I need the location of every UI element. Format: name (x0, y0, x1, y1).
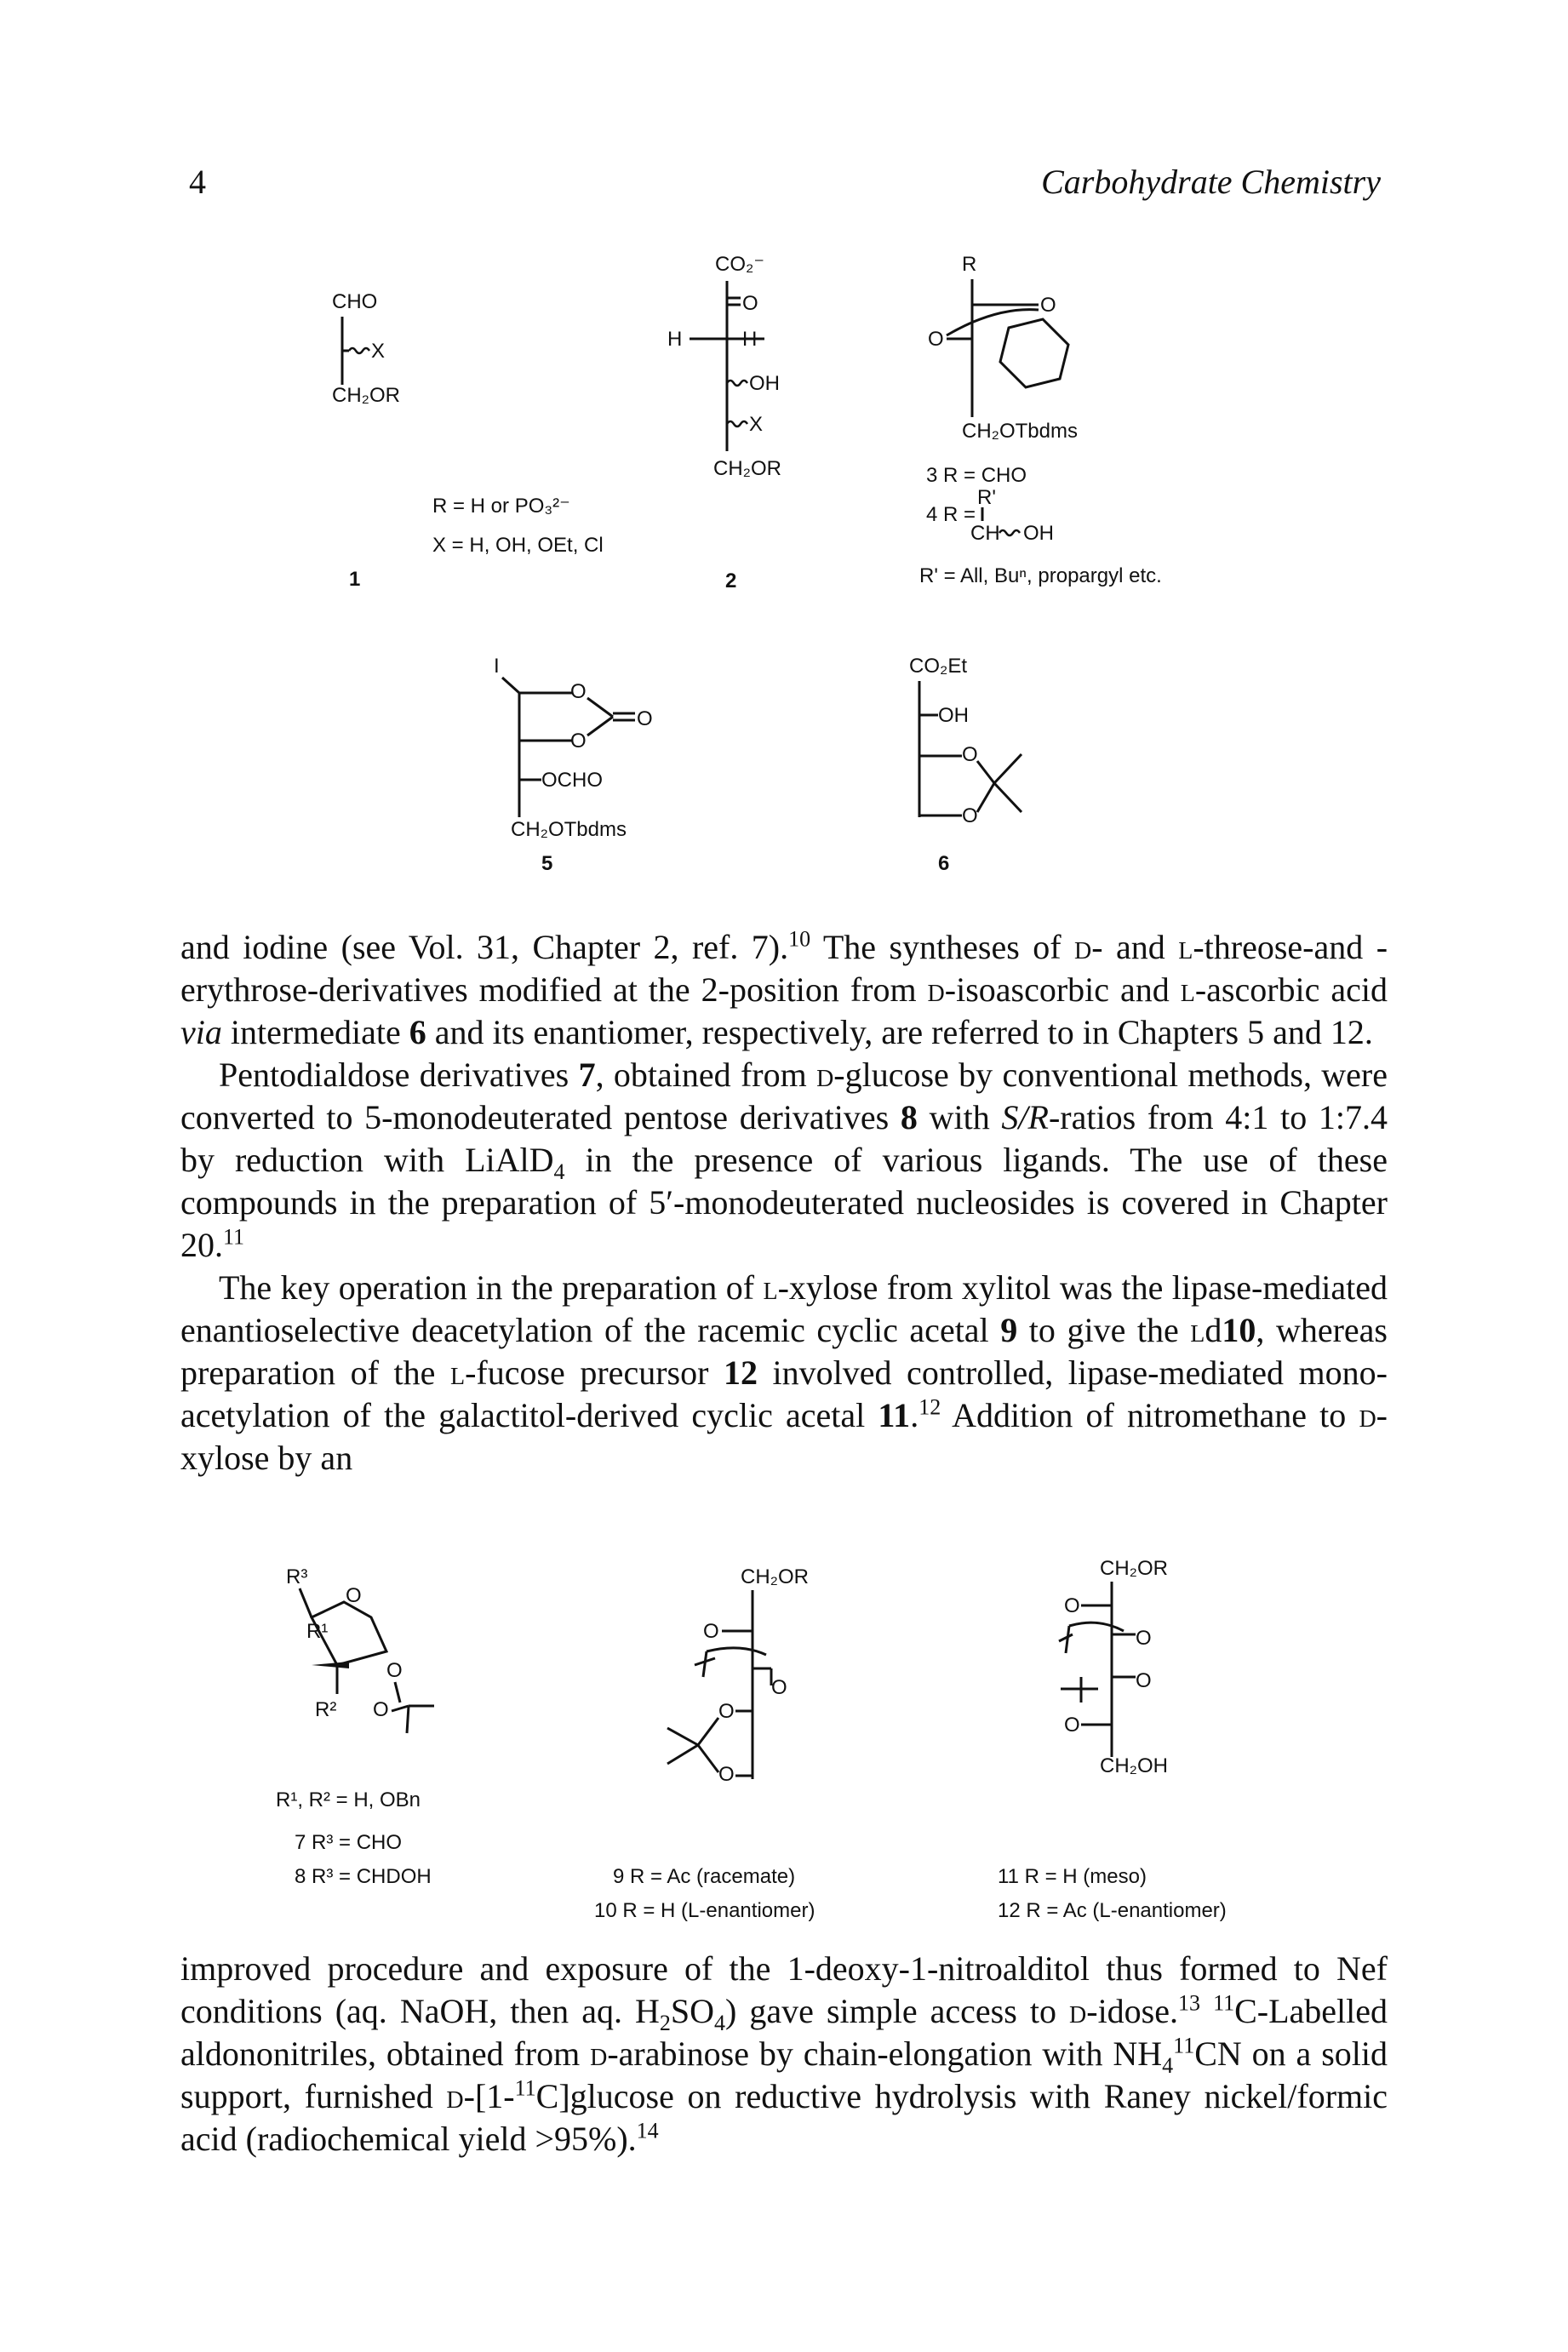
s6-o2: O (962, 804, 978, 827)
structure-7-8 (255, 1549, 528, 1928)
s78-def7: 7 R³ = CHO (295, 1831, 403, 1854)
s2-x: X (749, 413, 764, 436)
s34-o2: O (928, 328, 944, 351)
s78-r3: R³ (286, 1565, 308, 1588)
s1112-def12: 12 R = Ac (L-enantiomer) (998, 1899, 1227, 1922)
s910-o2: O (771, 1676, 787, 1699)
s78-o-ring: O (346, 1584, 362, 1607)
s78-r1: R¹ (306, 1620, 329, 1643)
body-text-top (180, 926, 1388, 1479)
s1-cho: CHO (332, 290, 378, 313)
s6-o1: O (962, 743, 978, 766)
s2-co2: CO₂⁻ (715, 253, 764, 276)
s1112-ch2oh: CH₂OH (1100, 1754, 1168, 1777)
structure-2 (664, 247, 834, 626)
paragraph-3: The key operation in the preparation of l-xylose from xylitol was the lipase-mediated enantioselective deacetylation of the racemic cyclic acetal 9 to give the ld10, whereas preparation of the l-fucose precursor 12 involved controlled, lipase-mediated mono-acetylation of the galactitol-derived cyclic acetal 11.12 Addition of nitromethane to d-xylose by an (180, 1268, 1388, 1477)
s1112-o3: O (1136, 1669, 1152, 1692)
s34-r: R (962, 253, 977, 276)
s1-label: 1 (349, 568, 361, 591)
page-number: 4 (189, 163, 206, 201)
s1-r-definition: R = H or PO₃²⁻ (432, 495, 570, 518)
s34-ch2otbdms: CH₂OTbdms (962, 420, 1078, 443)
s34-def4-r-prime: R' (977, 486, 996, 509)
s910-o3: O (718, 1700, 735, 1723)
s5-label: 5 (541, 852, 553, 875)
s78-o-b: O (373, 1698, 389, 1721)
s6-label: 6 (938, 852, 950, 875)
s2-h-right: H (742, 328, 758, 351)
structure-11-12 (987, 1549, 1277, 1928)
s34-def4-oh: OH (1023, 522, 1054, 545)
s1112-o4: O (1064, 1714, 1080, 1737)
s1112-o1: O (1064, 1594, 1080, 1617)
s2-oh: OH (749, 372, 780, 395)
paragraph-4: improved procedure and exposure of the 1-deoxy-1-nitroalditol thus formed to Nef conditions (aq. NaOH, then aq. $H_2SO_4$) gave simple access to d-idose.$^{13}$ $^{11}$C-Labelled aldononitriles, obtained from d-arabinose by chain-elongation with $NH_4^{11}CN$ on a solid support, furnished d-[1-$^{11}$C]glucose on reductive hydrolysis with Raney nickel/formic acid (radiochemical yield >95%).$^{14}$ (180, 1949, 1388, 2158)
s5-o2: O (570, 730, 587, 753)
s910-o1: O (703, 1620, 719, 1643)
s5-o1: O (570, 680, 587, 703)
s910-def10: 10 R = H (L-enantiomer) (594, 1899, 815, 1922)
s5-i: I (494, 655, 500, 678)
s78-r2: R² (315, 1698, 337, 1721)
structure-3-4 (911, 247, 1302, 626)
s6-oh: OH (938, 704, 969, 727)
paragraph-2: Pentodialdose derivatives 7, obtained from d-glucose by conventional methods, were converted to 5-monodeuterated pentose derivatives 8 with S/R-ratios from 4:1 to 1:7.4 by reduction with LiAlD$_4$ in the presence of various ligands. The use of these compounds in the preparation of 5′-monodeuterated nucleosides is covered in Chapter 20.11 (180, 1056, 1388, 1264)
structure-1 (323, 281, 664, 660)
structure-6 (894, 647, 1115, 907)
s34-def3: 3 R = CHO (926, 464, 1027, 487)
s1112-o2: O (1136, 1627, 1152, 1650)
s2-h-left: H (667, 328, 683, 351)
structure-5 (494, 647, 715, 907)
s78-r-definition: R¹, R² = H, OBn (276, 1788, 421, 1811)
s5-o3: O (637, 707, 653, 730)
s2-o: O (742, 292, 758, 315)
s1112-ch2or: CH₂OR (1100, 1557, 1168, 1580)
s5-ocho: OCHO (541, 769, 603, 792)
s1-x-definition: X = H, OH, OEt, Cl (432, 534, 604, 557)
s2-label: 2 (725, 569, 737, 592)
s1-x: X (371, 340, 386, 363)
s1112-def11: 11 R = H (meso) (998, 1865, 1147, 1888)
body-text-bottom (180, 1948, 1388, 2160)
s34-def4: 4 R = (926, 503, 976, 526)
s34-o1: O (1040, 294, 1056, 317)
s1-ch2or: CH₂OR (332, 384, 400, 407)
s34-def4-ch: CH (970, 522, 1000, 545)
running-title: Carbohydrate Chemistry (1041, 163, 1381, 201)
s910-def9: 9 R = Ac (racemate) (613, 1865, 796, 1888)
s78-def8: 8 R³ = CHDOH (295, 1865, 432, 1888)
s6-co2et: CO₂Et (909, 655, 967, 678)
paragraph-1: and iodine (see Vol. 31, Chapter 2, ref. 7).$^{10}$ The syntheses of d- and l-threose-and -erythrose-derivatives modified at the 2-position from d-isoascorbic and l-ascorbic acid via intermediate 6 and its enantiomer, respectively, are referred to in Chapters 5 and 12. (180, 926, 1388, 1051)
s2-ch2or: CH₂OR (713, 457, 781, 480)
s34-rprime-definition: R' = All, Buⁿ, propargyl etc. (919, 564, 1162, 587)
s5-ch2otbdms: CH₂OTbdms (511, 818, 627, 841)
s910-ch2or: CH₂OR (741, 1565, 809, 1588)
s910-o4: O (718, 1763, 735, 1786)
structure-9-10 (594, 1549, 902, 1928)
s78-o-a: O (386, 1659, 403, 1682)
